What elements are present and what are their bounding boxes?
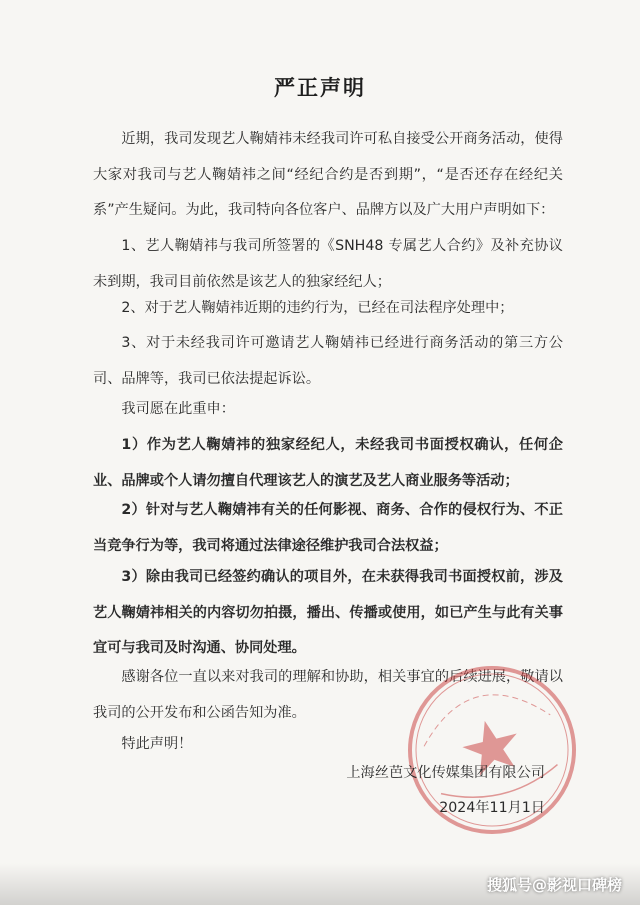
reiterate-heading: 我司愿在此重申：	[121, 401, 235, 417]
watermark-band	[0, 863, 640, 905]
watermark-text: 搜狐号@影视口碑榜	[486, 876, 622, 894]
statement-item-1: 1、艺人鞠婧祎与我司所签署的《SNH48 专属艺人合约》及补充协议未到期，我司目前依然是该艺人的独家经纪人；	[93, 238, 563, 290]
statement-item-2: 2、对于艺人鞠婧祎近期的违约行为，已经在司法程序处理中；	[121, 300, 514, 316]
reiterate-item-1: 1）作为艺人鞠婧祎的独家经纪人，未经我司书面授权确认，任何企业、品牌或个人请勿擅自代理该艺人的演艺及艺人商业服务等活动；	[93, 437, 563, 489]
document-title: 严正声明	[274, 76, 366, 100]
company-name: 上海丝芭文化传媒集团有限公司	[346, 765, 545, 781]
reiterate-item-2: 2）针对与艺人鞠婧祎有关的任何影视、商务、合作的侵权行为、不正当竞争行为等，我司将通过法律途径维护我司合法权益；	[93, 502, 563, 554]
reiterate-item-3: 3）除由我司已经签约确认的项目外，在未获得我司书面授权前，涉及艺人鞠婧祎相关的内容切勿拍摄，播出、传播或使用，如已产生与此有关事宜可与我司及时沟通、协同处理。	[93, 569, 563, 656]
thanks-paragraph: 感谢各位一直以来对我司的理解和协助，相关事宜的后续进展，敬请以我司的公开发布和公函告知为准。	[93, 669, 563, 721]
intro-paragraph: 近期，我司发现艺人鞠婧祎未经我司许可私自接受公开商务活动，使得大家对我司与艺人鞠婧祎之间“经纪合约是否到期”，“是否还存在经纪关系”产生疑问。为此，我司特向各位客户、品牌方以及广大用户声明如下：	[93, 131, 563, 218]
statement-item-3: 3、对于未经我司许可邀请艺人鞠婧祎已经进行商务活动的第三方公司、品牌等，我司已依法提起诉讼。	[93, 335, 563, 387]
signature-date: 2024年11月1日	[439, 800, 545, 816]
closing-statement: 特此声明！	[121, 736, 193, 752]
